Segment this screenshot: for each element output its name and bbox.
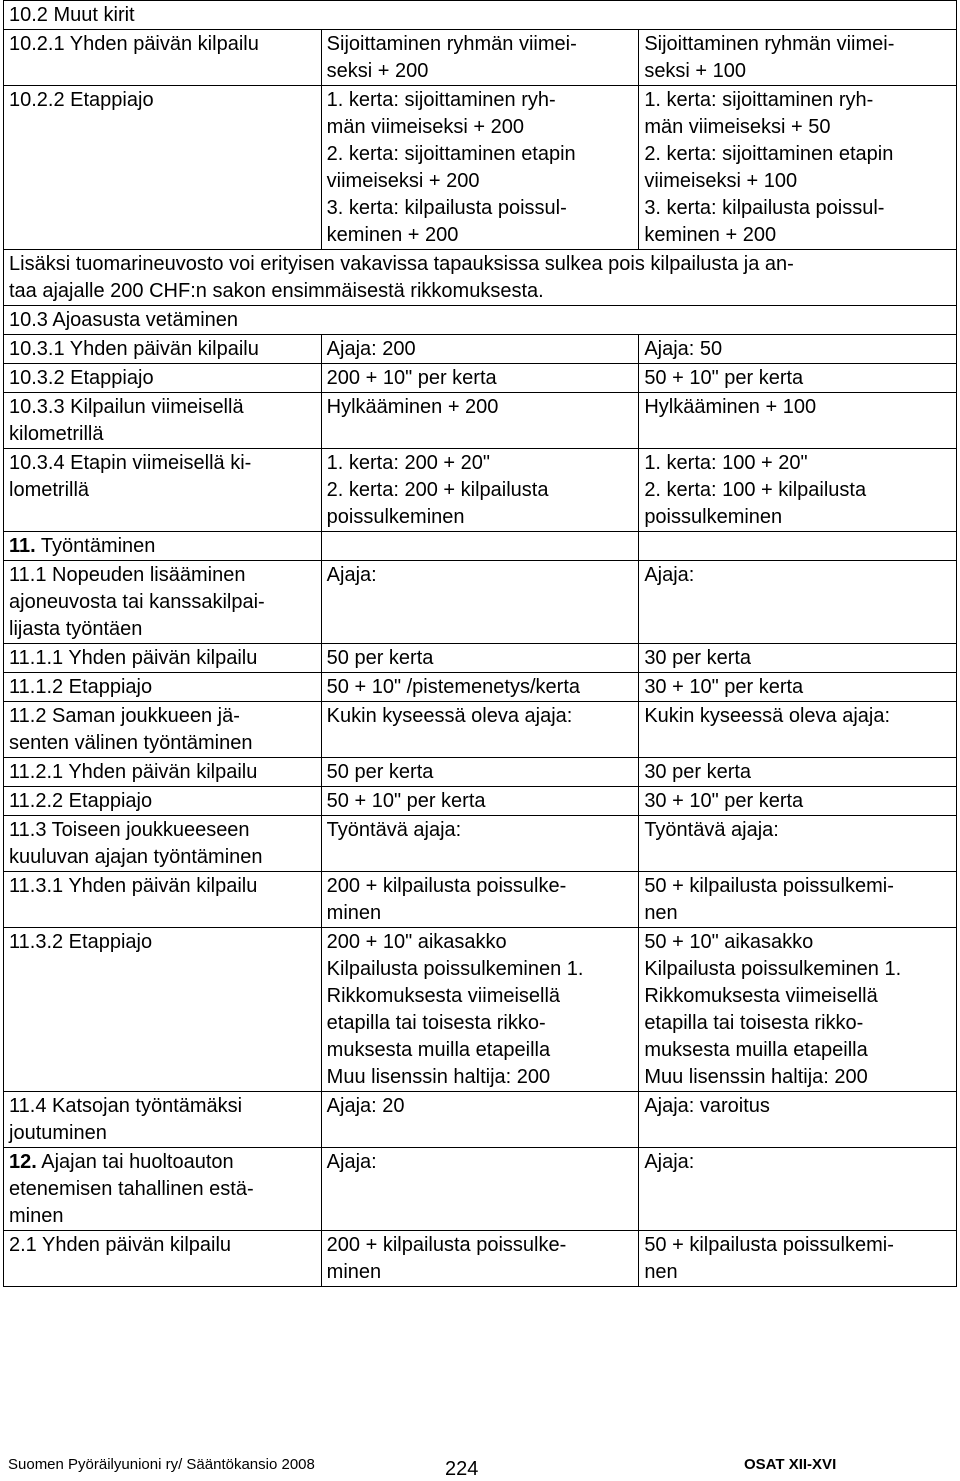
penalty-cell-1: 200 + kilpailusta poissulke- minen [321, 872, 639, 928]
section-number: 12. [9, 1151, 37, 1173]
penalty-cell-1: Hylkääminen + 200 [321, 393, 639, 449]
table-row [4, 449, 957, 532]
penalty-cell-2: Ajaja: [639, 561, 957, 644]
section-text-cell: Lisäksi tuomarineuvosto voi erityisen vakavissa tapauksissa sulkea pois kilpailusta ja an- taa ajajalle 200 CHF:n sakon ensimmäisestä rikkomuksesta. [4, 250, 957, 306]
penalty-cell-2: Hylkääminen + 100 [639, 393, 957, 449]
penalty-cell-2: 30 + 10" per kerta [639, 673, 957, 702]
table-row [4, 86, 957, 250]
rule-label-cell: 10.2.1 Yhden päivän kilpailu [4, 30, 322, 86]
penalty-cell-2: 1. kerta: sijoittaminen ryh- män viimeiseksi + 50 2. kerta: sijoittaminen etapin viimeiseksi + 100 3. kerta: kilpailusta poissul- keminen + 200 [639, 86, 957, 250]
penalty-cell-1: Ajaja: 200 [321, 335, 639, 364]
table-row [4, 30, 957, 86]
penalty-cell-2: Ajaja: [639, 1148, 957, 1231]
penalty-cell-2: 30 per kerta [639, 644, 957, 673]
table-row [4, 872, 957, 928]
page-number: 224 [445, 1458, 479, 1480]
penalty-cell-1: Ajaja: [321, 1148, 639, 1231]
table-row [4, 335, 957, 364]
table-row [4, 787, 957, 816]
penalty-cell-1: Sijoittaminen ryhmän viimei- seksi + 200 [321, 30, 639, 86]
penalty-cell-1: 1. kerta: sijoittaminen ryh- män viimeiseksi + 200 2. kerta: sijoittaminen etapin viimeiseksi + 200 3. kerta: kilpailusta poissul- keminen + 200 [321, 86, 639, 250]
footer-section: OSAT XII-XVI [744, 1456, 837, 1473]
rule-label-cell [4, 1148, 322, 1231]
table-row [4, 1148, 957, 1231]
penalty-cell-2 [639, 532, 957, 561]
table-row [4, 758, 957, 787]
section-text-cell: 10.2 Muut kirit [4, 1, 957, 30]
section-number: 11. [9, 535, 36, 557]
rule-label-cell: 11.2.2 Etappiajo [4, 787, 322, 816]
penalty-cell-1: 200 + 10" per kerta [321, 364, 639, 393]
table-row [4, 1231, 957, 1287]
rule-label-cell: 10.3.2 Etappiajo [4, 364, 322, 393]
rule-label-cell: 11.4 Katsojan työntämäksi joutuminen [4, 1092, 322, 1148]
rules-table [3, 0, 957, 1287]
penalty-cell-2: 50 + 10" per kerta [639, 364, 957, 393]
penalty-cell-2: 1. kerta: 100 + 20" 2. kerta: 100 + kilpailusta poissulkeminen [639, 449, 957, 532]
penalty-cell-2: Sijoittaminen ryhmän viimei- seksi + 100 [639, 30, 957, 86]
table-row [4, 702, 957, 758]
penalty-cell-2: Työntävä ajaja: [639, 816, 957, 872]
table-row [4, 928, 957, 1092]
penalty-cell-1: 50 + 10" /pistemenetys/kerta [321, 673, 639, 702]
penalty-cell-1: Ajaja: 20 [321, 1092, 639, 1148]
page-footer [0, 1452, 960, 1481]
section-title: Työntäminen [35, 535, 156, 557]
penalty-cell-1: Kukin kyseessä oleva ajaja: [321, 702, 639, 758]
penalty-cell-2: 30 per kerta [639, 758, 957, 787]
section-title: Ajajan tai huoltoauton etenemisen tahallinen estä- minen [9, 1151, 254, 1227]
rule-label-cell: 11.2 Saman joukkueen jä- senten välinen työntäminen [4, 702, 322, 758]
penalty-cell-2: Kukin kyseessä oleva ajaja: [639, 702, 957, 758]
penalty-cell-1: 200 + kilpailusta poissulke- minen [321, 1231, 639, 1287]
table-row [4, 816, 957, 872]
table-row [4, 532, 957, 561]
table-row [4, 673, 957, 702]
rule-label-cell [4, 532, 322, 561]
table-row [4, 561, 957, 644]
table-row [4, 306, 957, 335]
penalty-cell-1: 50 per kerta [321, 758, 639, 787]
penalty-cell-2: Ajaja: varoitus [639, 1092, 957, 1148]
rule-label-cell: 2.1 Yhden päivän kilpailu [4, 1231, 322, 1287]
table-row [4, 250, 957, 306]
rule-label-cell: 11.3.2 Etappiajo [4, 928, 322, 1092]
penalty-cell-1 [321, 532, 639, 561]
penalty-cell-1: 1. kerta: 200 + 20" 2. kerta: 200 + kilpailusta poissulkeminen [321, 449, 639, 532]
rule-label-cell: 10.3.3 Kilpailun viimeisellä kilometrillä [4, 393, 322, 449]
penalty-cell-1: 50 per kerta [321, 644, 639, 673]
rule-label-cell: 10.2.2 Etappiajo [4, 86, 322, 250]
rule-label-cell: 10.3.1 Yhden päivän kilpailu [4, 335, 322, 364]
rule-label-cell: 11.3.1 Yhden päivän kilpailu [4, 872, 322, 928]
section-text-cell: 10.3 Ajoasusta vetäminen [4, 306, 957, 335]
rules-table-body [4, 1, 957, 1287]
table-row [4, 393, 957, 449]
rule-label-cell: 11.2.1 Yhden päivän kilpailu [4, 758, 322, 787]
rule-label-cell: 11.1.2 Etappiajo [4, 673, 322, 702]
penalty-cell-2: Ajaja: 50 [639, 335, 957, 364]
penalty-cell-1: Työntävä ajaja: [321, 816, 639, 872]
table-row [4, 644, 957, 673]
penalty-cell-2: 50 + 10" aikasakko Kilpailusta poissulkeminen 1. Rikkomuksesta viimeisellä etapilla tai toisesta rikko- muksesta muilla etapeilla Muu lisenssin haltija: 200 [639, 928, 957, 1092]
rule-label-cell: 11.1.1 Yhden päivän kilpailu [4, 644, 322, 673]
rule-label-cell: 10.3.4 Etapin viimeisellä ki- lometrillä [4, 449, 322, 532]
rule-label-cell: 11.1 Nopeuden lisääminen ajoneuvosta tai kanssakilpai- lijasta työntäen [4, 561, 322, 644]
penalty-cell-1: Ajaja: [321, 561, 639, 644]
table-row [4, 1092, 957, 1148]
rule-label-cell: 11.3 Toiseen joukkueeseen kuuluvan ajajan työntäminen [4, 816, 322, 872]
penalty-cell-2: 50 + kilpailusta poissulkemi- nen [639, 872, 957, 928]
penalty-cell-2: 50 + kilpailusta poissulkemi- nen [639, 1231, 957, 1287]
table-row [4, 364, 957, 393]
penalty-cell-1: 50 + 10" per kerta [321, 787, 639, 816]
penalty-cell-1: 200 + 10" aikasakko Kilpailusta poissulkeminen 1. Rikkomuksesta viimeisellä etapilla tai toisesta rikko- muksesta muilla etapeilla Muu lisenssin haltija: 200 [321, 928, 639, 1092]
table-row [4, 1, 957, 30]
penalty-cell-2: 30 + 10" per kerta [639, 787, 957, 816]
footer-publisher: Suomen Pyöräilyunioni ry/ Sääntökansio 2008 [8, 1456, 315, 1473]
